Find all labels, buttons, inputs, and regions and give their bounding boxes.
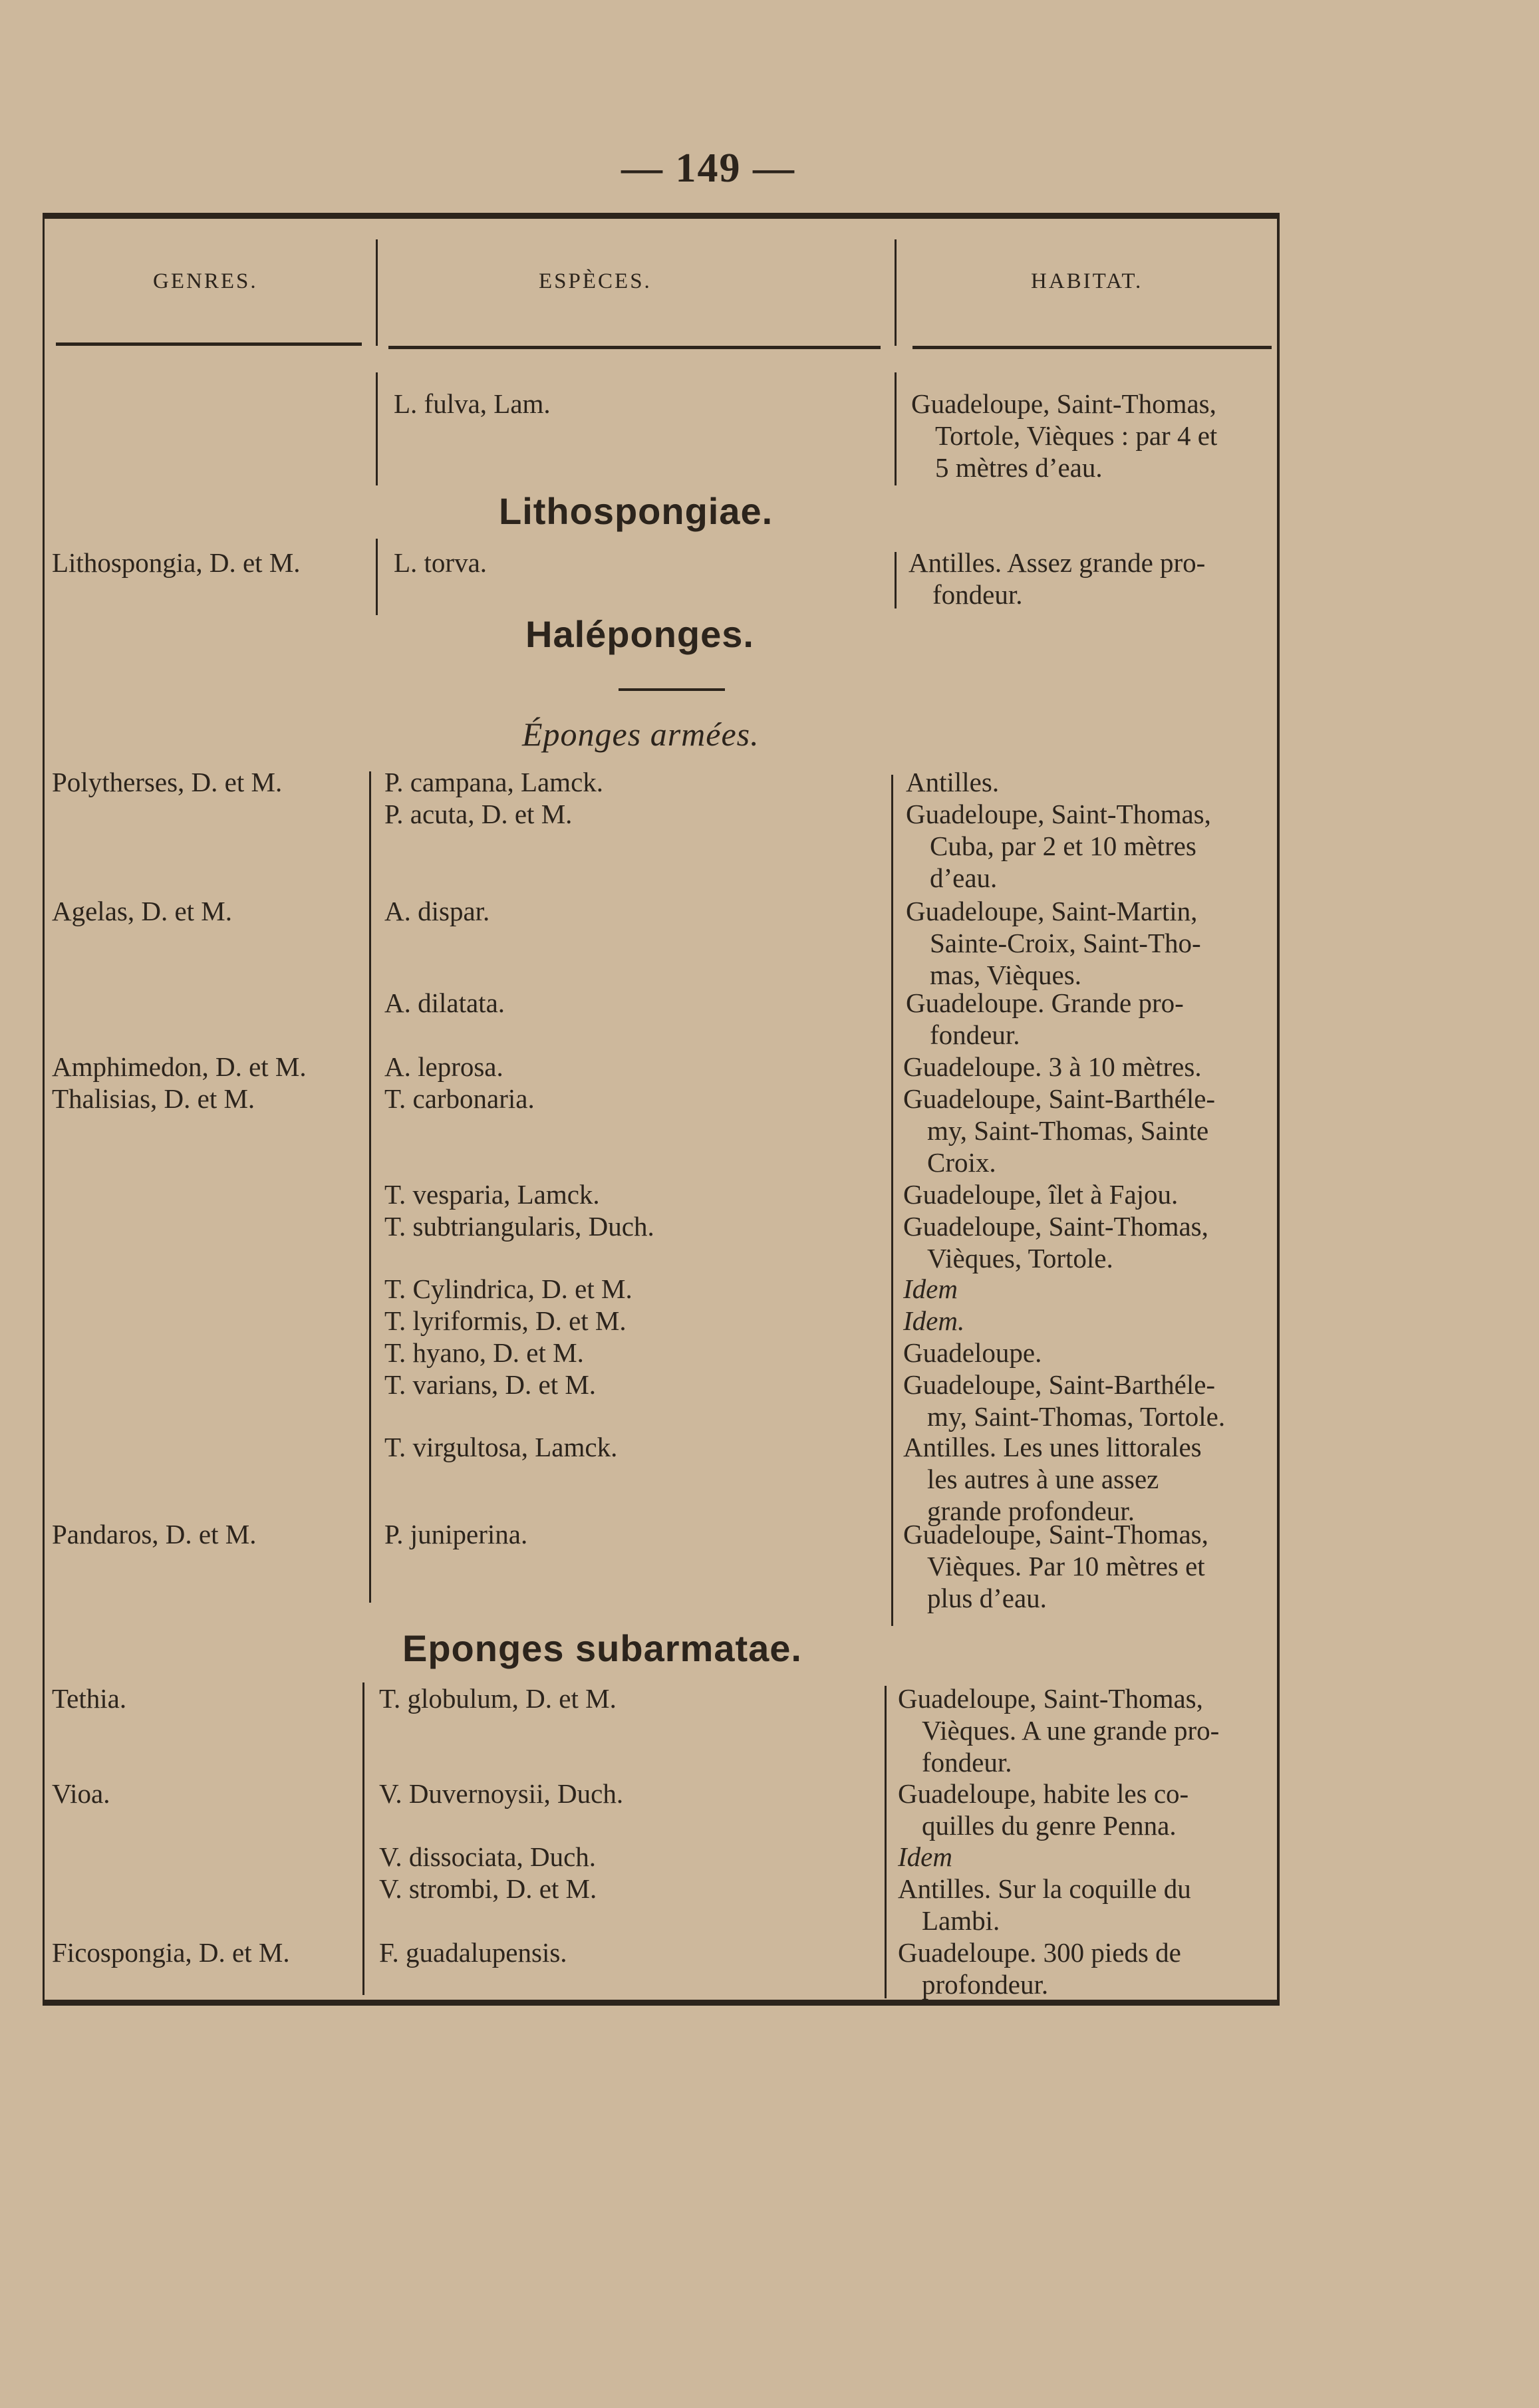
habitat-entry: Guadeloupe, Saint-Thomas, Tortole, Vièques : par 4 et 5 mètres d’eau. [911, 388, 1218, 483]
species-name: V. dissociata, Duch. [379, 1841, 597, 1872]
header-especes: ESPÈCES. [539, 269, 652, 293]
species-name: P. juniperina. [384, 1519, 528, 1549]
habitat-entry: Idem [903, 1273, 958, 1304]
species-name: F. guadalupensis. [379, 1937, 567, 1968]
habitat-entry: Antilles. Sur la coquille du Lambi. [898, 1873, 1191, 1936]
habitat-entry: Guadeloupe. 300 pieds de profondeur. [898, 1937, 1181, 2000]
species-name: T. Cylindrica, D. et M. [384, 1273, 632, 1304]
species-name: T. carbonaria. [384, 1083, 535, 1114]
column-separator [895, 552, 897, 608]
genus-name: Vioa. [52, 1778, 110, 1809]
habitat-entry: Guadeloupe, Saint-Thomas, Vièques. Par 10 mètres et plus d’eau. [903, 1519, 1208, 1613]
column-separator [895, 372, 897, 485]
species-name: T. virgultosa, Lamck. [384, 1432, 618, 1462]
habitat-entry: Antilles. [906, 767, 1000, 797]
habitat-entry: Guadeloupe, Saint-Thomas, Vièques. A une grande pro- fondeur. [898, 1683, 1220, 1778]
genus-name: Lithospongia, D. et M. [52, 547, 301, 578]
habitat-entry: Idem. [903, 1305, 965, 1336]
section-lithospongiae: Lithospongiae. [499, 490, 773, 532]
column-separator [885, 1686, 887, 1998]
genus-name: Agelas, D. et M. [52, 896, 233, 926]
genus-name: Pandaros, D. et M. [52, 1519, 257, 1549]
header-genres: GENRES. [153, 269, 258, 293]
habitat-entry: Guadeloupe. [903, 1337, 1042, 1368]
species-name: P. campana, Lamck. [384, 767, 604, 797]
habitat-entry: Antilles. Assez grande pro- fondeur. [909, 547, 1206, 610]
species-name: A. leprosa. [384, 1051, 503, 1082]
header-habitat: HABITAT. [1031, 269, 1143, 293]
section-eponges-armees: Éponges armées. [522, 716, 760, 753]
habitat-entry: Guadeloupe, habite les co- quilles du genre Penna. [898, 1778, 1189, 1841]
column-separator [376, 239, 378, 346]
habitat-entry: Idem [898, 1841, 952, 1872]
habitat-entry: Guadeloupe, Saint-Barthéle- my, Saint-Thomas, Sainte Croix. [903, 1083, 1216, 1178]
species-name: A. dilatata. [384, 988, 505, 1018]
genus-name: Amphimedon, D. et M. [52, 1051, 307, 1082]
species-name: T. varians, D. et M. [384, 1369, 597, 1400]
habitat-entry: Guadeloupe, îlet à Fajou. [903, 1179, 1179, 1210]
column-separator [895, 239, 897, 346]
species-name: V. Duvernoysii, Duch. [379, 1778, 624, 1809]
header-rule-habitat [912, 346, 1272, 349]
section-divider [619, 688, 725, 691]
species-name: T. lyriformis, D. et M. [384, 1305, 627, 1336]
genus-name: Tethia. [52, 1683, 127, 1714]
column-separator [369, 771, 371, 1603]
species-name: T. hyano, D. et M. [384, 1337, 584, 1368]
habitat-entry: Guadeloupe. Grande pro- fondeur. [906, 988, 1184, 1050]
column-separator [376, 539, 378, 615]
species-name: L. torva. [394, 547, 488, 578]
genus-name: Polytherses, D. et M. [52, 767, 283, 797]
page-number: — 149 — [621, 146, 795, 191]
species-name: T. vesparia, Lamck. [384, 1179, 600, 1210]
species-name: V. strombi, D. et M. [379, 1873, 597, 1904]
genus-name: Thalisias, D. et M. [52, 1083, 255, 1114]
genus-name: Ficospongia, D. et M. [52, 1937, 290, 1968]
habitat-entry: Guadeloupe, Saint-Thomas, Cuba, par 2 et 10 mètres d’eau. [906, 799, 1211, 893]
habitat-entry: Guadeloupe. 3 à 10 mètres. [903, 1051, 1202, 1082]
header-rule-especes [388, 346, 881, 349]
species-name: P. acuta, D. et M. [384, 799, 573, 829]
habitat-entry: Guadeloupe, Saint-Martin, Sainte-Croix, Saint-Tho- mas, Vièques. [906, 896, 1201, 990]
species-name: L. fulva, Lam. [394, 388, 551, 419]
section-haleponges: Haléponges. [525, 613, 754, 655]
column-separator [376, 372, 378, 485]
habitat-entry: Guadeloupe, Saint-Barthéle- my, Saint-Thomas, Tortole. [903, 1369, 1226, 1432]
species-name: T. globulum, D. et M. [379, 1683, 617, 1714]
column-separator [362, 1682, 364, 1995]
species-name: T. subtriangularis, Duch. [384, 1211, 654, 1242]
habitat-entry: Antilles. Les unes littorales les autres à une assez grande profondeur. [903, 1432, 1202, 1526]
section-eponges-subarmatae: Eponges subarmatae. [402, 1627, 802, 1669]
header-rule-genres [56, 342, 362, 346]
species-name: A. dispar. [384, 896, 490, 926]
column-separator [891, 775, 893, 1626]
habitat-entry: Guadeloupe, Saint-Thomas, Vièques, Tortole. [903, 1211, 1208, 1273]
